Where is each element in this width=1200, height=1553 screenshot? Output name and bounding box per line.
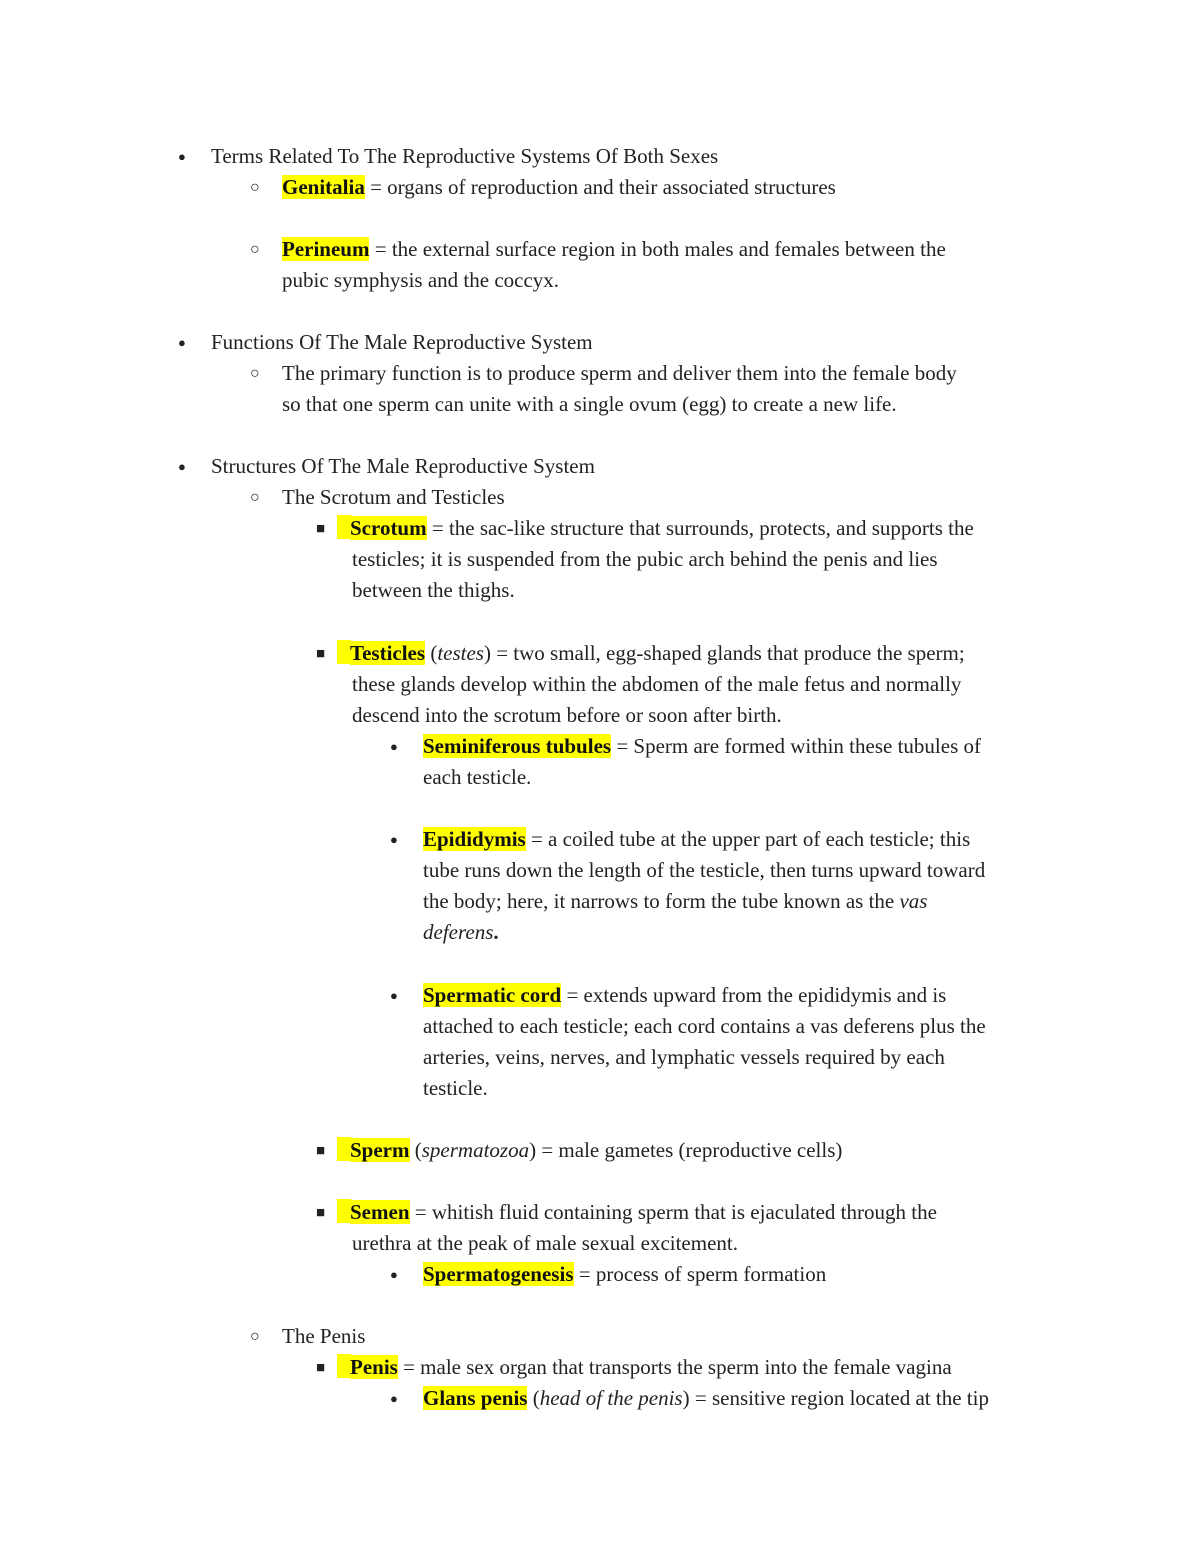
heading-structures: Structures Of The Male Reproductive System <box>211 454 595 478</box>
term-scrotum: Scrotum <box>350 516 427 540</box>
definition-penis: = male sex organ that transports the sperm into the female vagina <box>397 1355 952 1379</box>
item-spermatic-cord <box>423 980 946 1011</box>
definition-epididymis: = a coiled tube at the upper part of each testicle; this <box>525 827 971 851</box>
epididymis-line-2: tube runs down the length of the testicle, then turns upward toward <box>423 858 986 882</box>
term-epididymis: Epididymis <box>423 827 526 851</box>
italic-deferens: deferens <box>423 920 494 944</box>
bullet-circle <box>250 1321 260 1352</box>
item-spermatogenesis <box>423 1259 826 1290</box>
item-glans-penis: Glans penis (head of the penis) = sensitive region located at the tip <box>423 1386 989 1410</box>
definition-spermatic-cord: = extends upward from the epididymis and is <box>561 983 947 1007</box>
term-genitalia: Genitalia <box>282 175 365 199</box>
definition-sperm: ) = male gametes (reproductive cells) <box>529 1138 843 1162</box>
definition-glans-penis: ) = sensitive region located at the tip <box>682 1386 989 1410</box>
term-glans-penis: Glans penis <box>423 1386 528 1410</box>
epididymis-line-3: the body; here, it narrows to form the tube known as the vas <box>423 889 928 913</box>
bullet-disc <box>390 824 398 855</box>
item-epididymis <box>423 824 970 855</box>
italic-vas: vas <box>899 889 928 913</box>
bullet-disc <box>390 1383 398 1414</box>
bullet-square <box>316 513 325 544</box>
item-perineum <box>282 234 946 265</box>
functions-line-2: so that one sperm can unite with a single ovum (egg) to create a new life. <box>282 392 897 416</box>
subheading-scrotum-testicles: The Scrotum and Testicles <box>282 485 505 509</box>
scrotum-line-3: between the thighs. <box>352 578 515 602</box>
term-penis: Penis <box>350 1355 398 1379</box>
bullet-disc <box>390 980 398 1011</box>
definition-seminiferous: = Sperm are formed within these tubules of <box>611 734 981 758</box>
item-testicles: Testicles (testes) = two small, egg-shaped glands that produce the sperm; <box>337 638 965 669</box>
bullet-circle <box>250 172 260 203</box>
term-testicles: Testicles <box>350 641 426 665</box>
semen-line-2: urethra at the peak of male sexual excitement. <box>352 1231 738 1255</box>
definition-scrotum: = the sac-like structure that surrounds, protects, and supports the <box>426 516 974 540</box>
spermatic-cord-line-3: arteries, veins, nerves, and lymphatic vessels required by each <box>423 1045 945 1069</box>
bullet-circle <box>250 358 260 389</box>
term-sperm: Sperm <box>350 1138 410 1162</box>
bullet-square <box>316 638 325 669</box>
item-seminiferous <box>423 731 981 762</box>
bullet-circle <box>250 234 260 265</box>
bullet-circle <box>250 482 260 513</box>
definition-testicles: ) = two small, egg-shaped glands that produce the sperm; <box>483 641 965 665</box>
definition-perineum: = the external surface region in both males and females between the <box>369 237 946 261</box>
item-penis <box>337 1352 952 1383</box>
testicles-line-2: these glands develop within the abdomen of the male fetus and normally <box>352 672 962 696</box>
term-semen: Semen <box>350 1200 410 1224</box>
epididymis-line-4: deferens. <box>423 920 499 944</box>
definition-spermatogenesis: = process of sperm formation <box>573 1262 827 1286</box>
scrotum-line-2: testicles; it is suspended from the pubic arch behind the penis and lies <box>352 547 938 571</box>
item-scrotum <box>337 513 974 544</box>
term-perineum: Perineum <box>282 237 370 261</box>
term-spermatogenesis: Spermatogenesis <box>423 1262 574 1286</box>
bullet-disc <box>178 327 186 358</box>
italic-spermatozoa: spermatozoa <box>421 1138 530 1162</box>
bullet-disc <box>178 141 186 172</box>
definition-genitalia: = organs of reproduction and their associated structures <box>364 175 836 199</box>
spermatic-cord-line-2: attached to each testicle; each cord contains a vas deferens plus the <box>423 1014 986 1038</box>
item-perineum-cont: pubic symphysis and the coccyx. <box>282 268 560 292</box>
item-semen <box>337 1197 937 1228</box>
definition-semen: = whitish fluid containing sperm that is ejaculated through the <box>409 1200 937 1224</box>
bullet-disc <box>390 731 398 762</box>
bullet-square <box>316 1197 325 1228</box>
bullet-square <box>316 1352 325 1383</box>
term-spermatic-cord: Spermatic cord <box>423 983 562 1007</box>
seminiferous-line-2: each testicle. <box>423 765 532 789</box>
term-seminiferous: Seminiferous tubules <box>423 734 612 758</box>
italic-testes: testes <box>437 641 484 665</box>
testicles-line-3: descend into the scrotum before or soon after birth. <box>352 703 782 727</box>
heading-terms: Terms Related To The Reproductive Systems Of Both Sexes <box>211 144 719 168</box>
bullet-disc <box>178 451 186 482</box>
bullet-disc <box>390 1259 398 1290</box>
spermatic-cord-line-4: testicle. <box>423 1076 488 1100</box>
functions-line-1: The primary function is to produce sperm and deliver them into the female body <box>282 361 957 385</box>
item-genitalia <box>282 172 836 203</box>
bullet-square <box>316 1135 325 1166</box>
item-sperm: Sperm (spermatozoa) = male gametes (reproductive cells) <box>337 1135 842 1166</box>
heading-functions: Functions Of The Male Reproductive System <box>211 330 593 354</box>
italic-head-of-penis: head of the penis <box>539 1386 683 1410</box>
subheading-penis: The Penis <box>282 1324 366 1348</box>
